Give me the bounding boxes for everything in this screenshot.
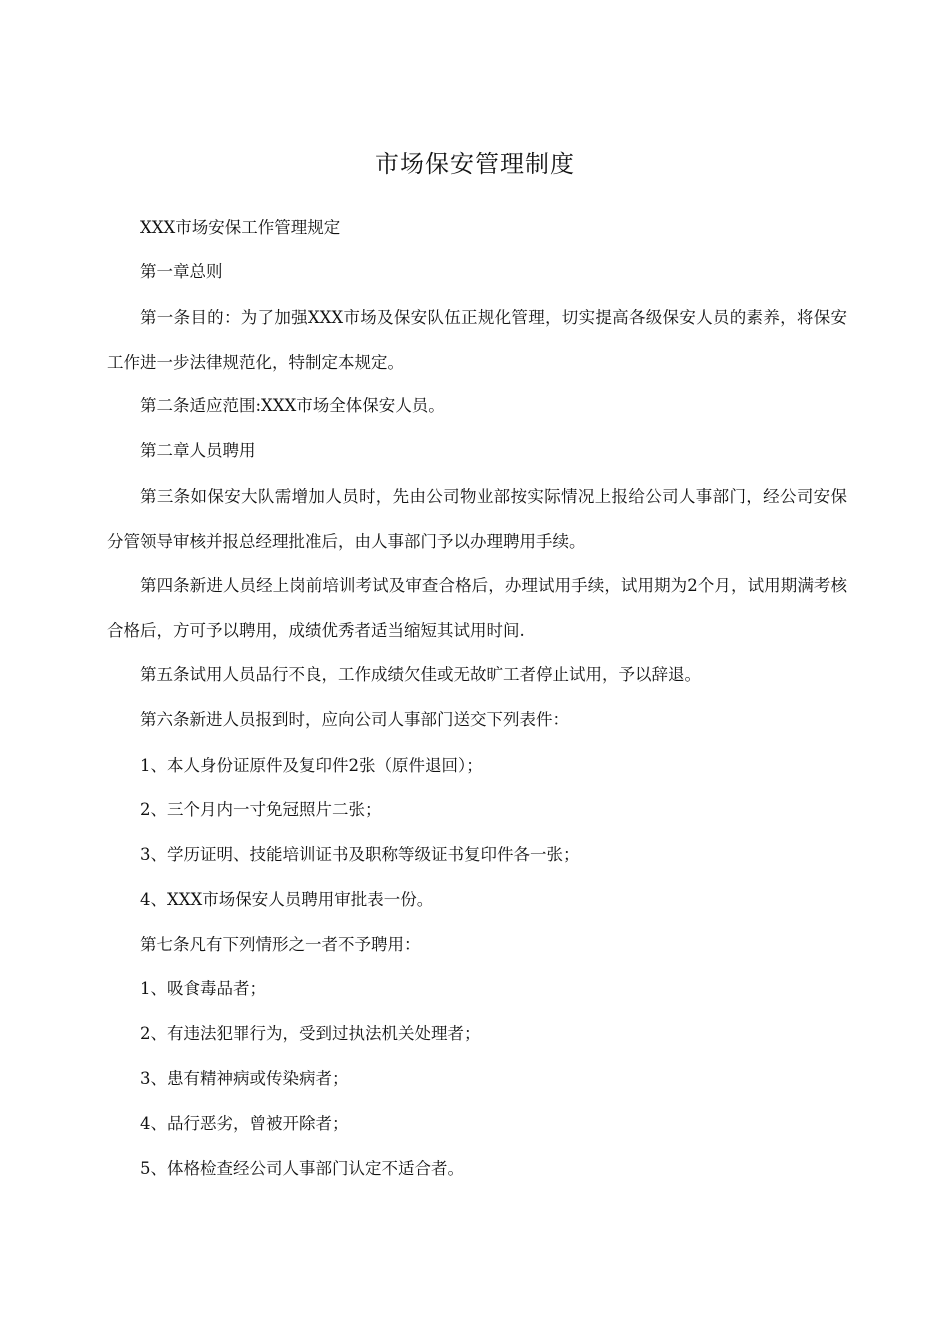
- list-item: 2、有违法犯罪行为，受到过执法机关处理者；: [140, 1024, 481, 1043]
- list-item: 5、体格检查经公司人事部门认定不适合者。: [140, 1159, 464, 1178]
- article-paragraph: 第四条新进人员经上岗前培训考试及审查合格后，办理试用手续，试用期为2个月，试用期满考核合格后，方可予以聘用，成绩优秀者适当缩短其试用时间.: [107, 576, 847, 640]
- article-paragraph: 第七条凡有下列情形之一者不予聘用：: [140, 935, 421, 954]
- list-item: 3、学历证明、技能培训证书及职称等级证书复印件各一张；: [140, 845, 580, 864]
- article-paragraph: 第三条如保安大队需增加人员时，先由公司物业部按实际情况上报给公司人事部门，经公司安保分管领导审核并报总经理批准后，由人事部门予以办理聘用手续。: [107, 487, 847, 551]
- document-title: 市场保安管理制度: [375, 150, 575, 178]
- article-paragraph: 第一条目的：为了加强XXX市场及保安队伍正规化管理，切实提高各级保安人员的素养，将保安工作进一步法律规范化，特制定本规定。: [107, 308, 847, 372]
- article-paragraph: 第二条适应范围:XXX市场全体保安人员。: [140, 396, 445, 415]
- list-item: 2、三个月内一寸免冠照片二张；: [140, 800, 382, 819]
- article-paragraph: 第六条新进人员报到时，应向公司人事部门送交下列表件：: [140, 710, 569, 729]
- list-item: 1、吸食毒品者；: [140, 979, 266, 998]
- article-paragraph: 第五条试用人员品行不良，工作成绩欠佳或无故旷工者停止试用，予以辞退。: [140, 665, 701, 684]
- list-item: 1、本人身份证原件及复印件2张（原件退回）；: [140, 756, 483, 775]
- chapter-heading: 第一章总则: [140, 262, 223, 281]
- list-item: 4、品行恶劣，曾被开除者；: [140, 1114, 349, 1133]
- list-item: 4、XXX市场保安人员聘用审批表一份。: [140, 890, 434, 909]
- paragraph: XXX市场安保工作管理规定: [140, 218, 341, 237]
- list-item: 3、患有精神病或传染病者；: [140, 1069, 349, 1088]
- chapter-heading: 第二章人员聘用: [140, 441, 256, 460]
